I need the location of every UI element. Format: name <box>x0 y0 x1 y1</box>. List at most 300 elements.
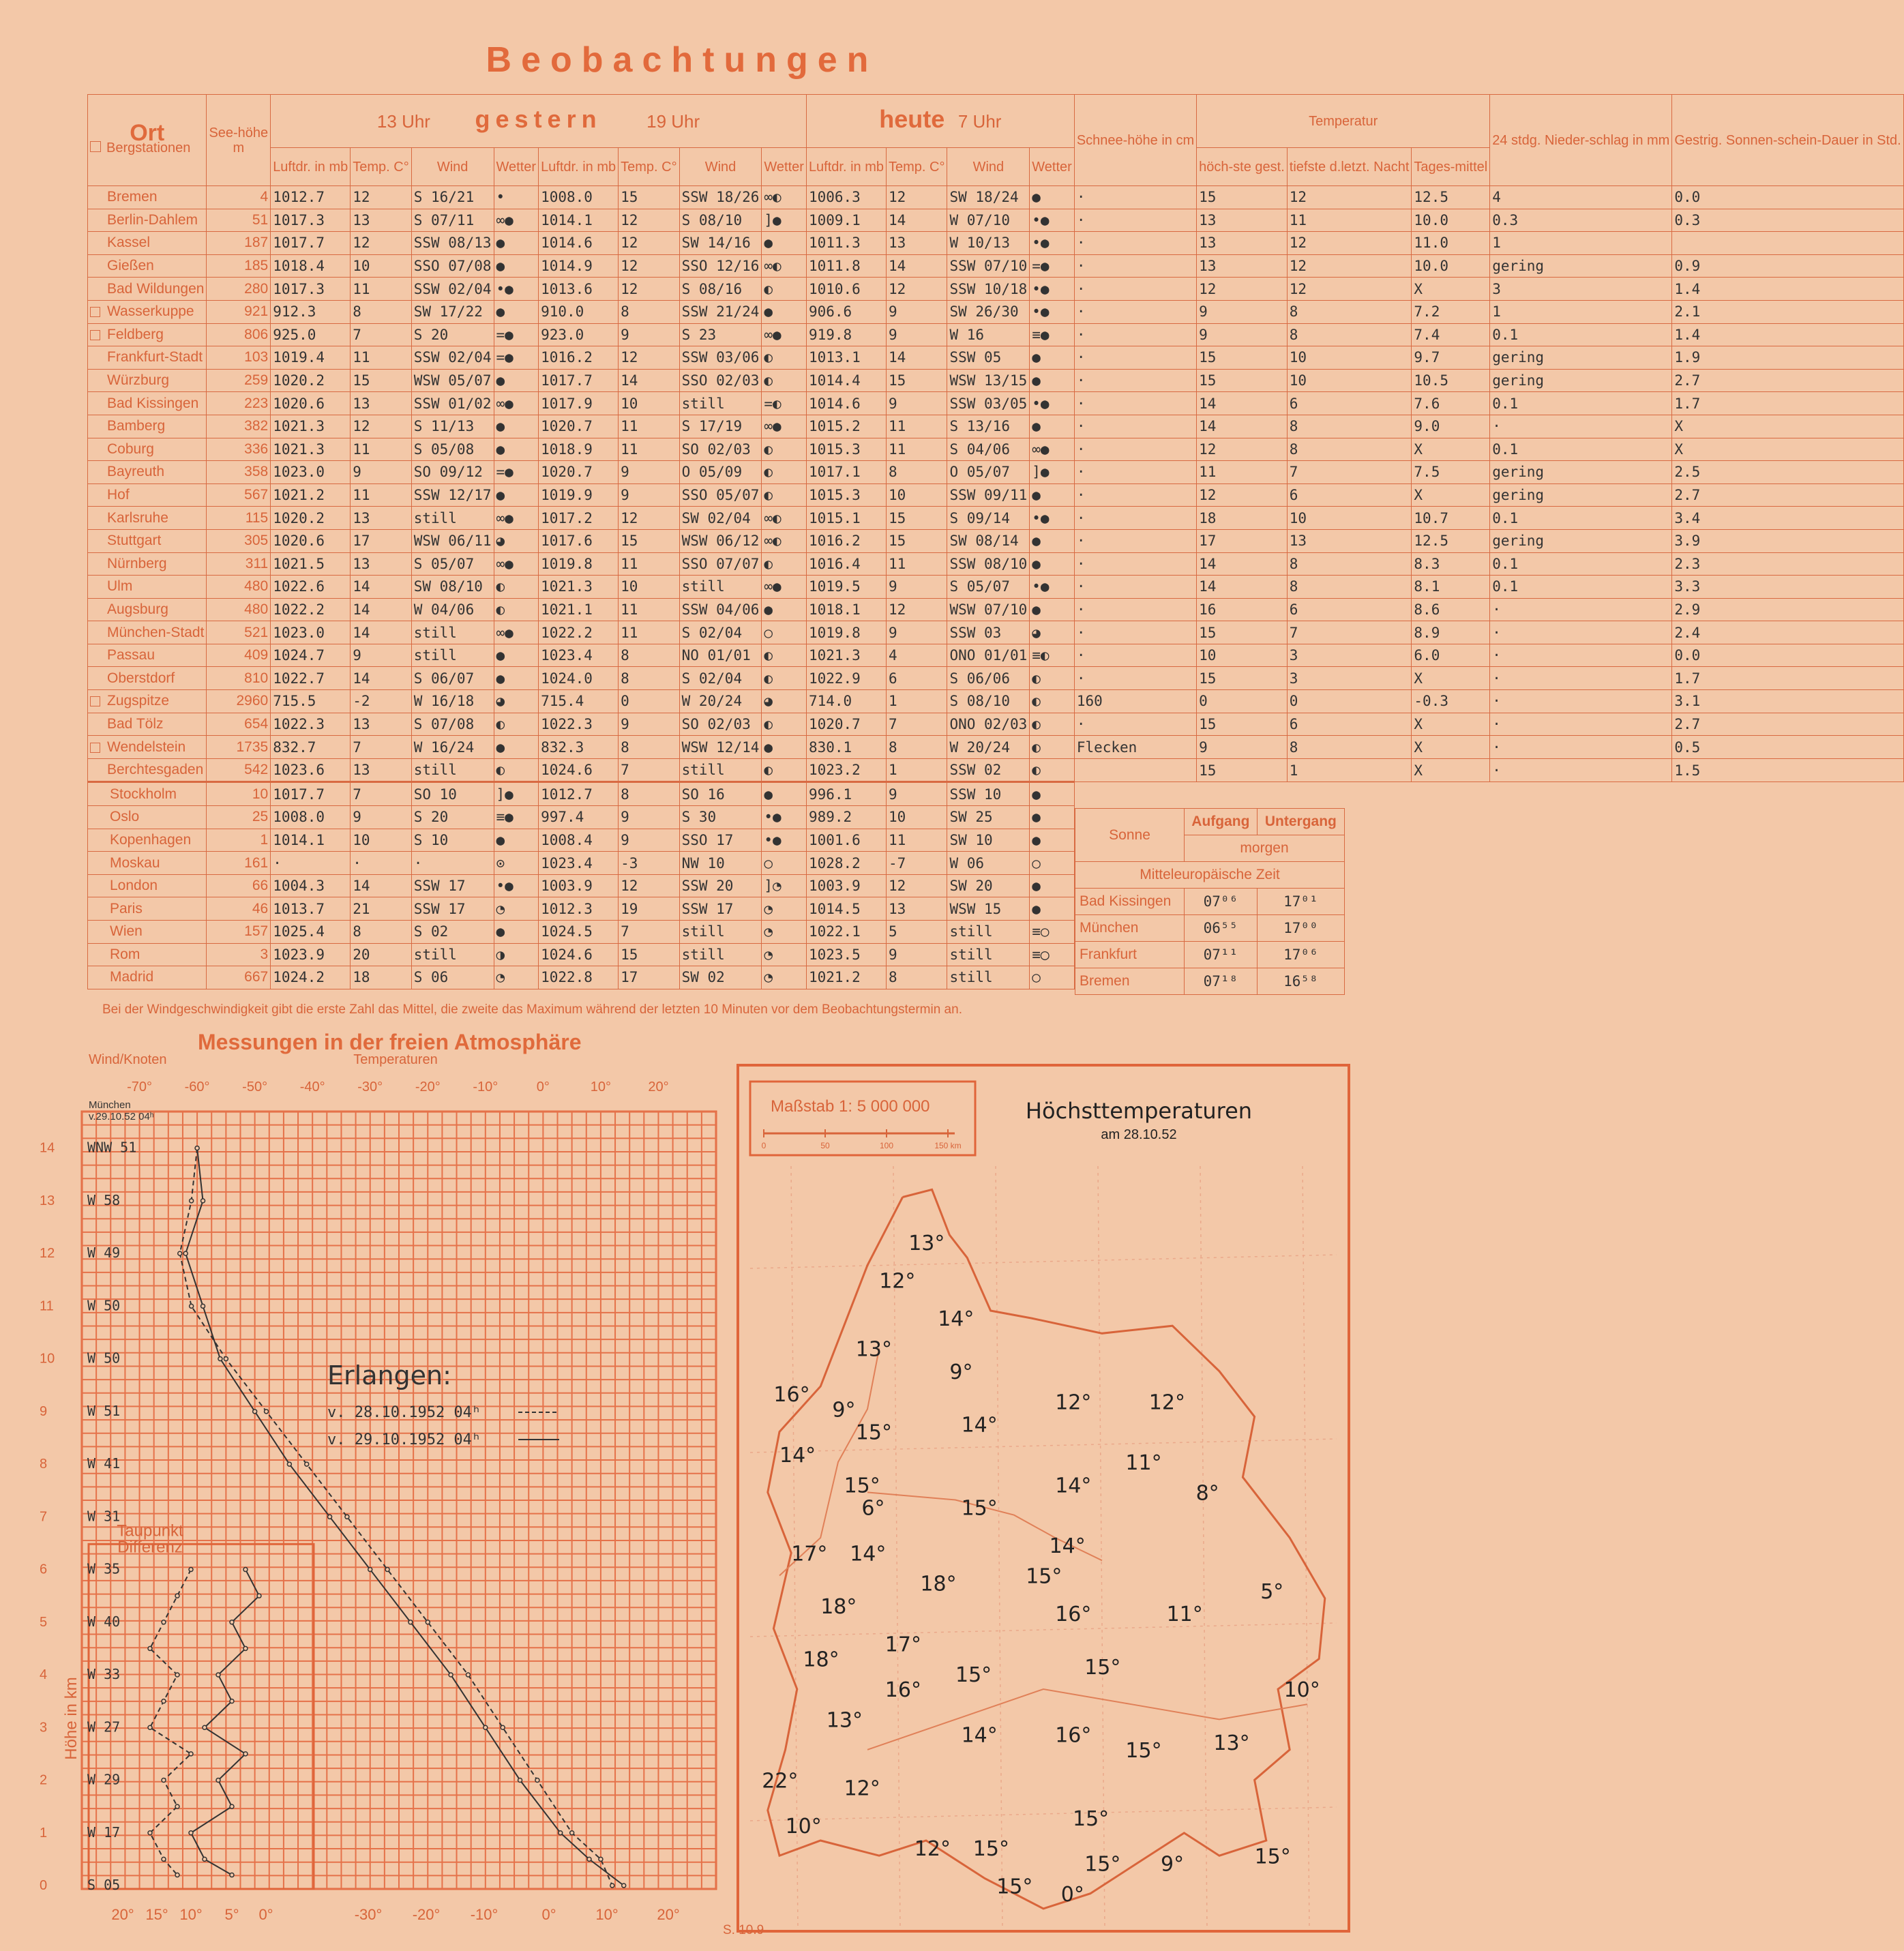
station-row <box>88 415 1904 438</box>
cell-p19: 1023.4 <box>539 644 619 667</box>
dew-profile-dashed-point <box>162 1699 166 1703</box>
height-tick: 14 <box>40 1140 55 1156</box>
cell-x7: ]● <box>1030 461 1075 484</box>
erlangen-title: Erlangen: <box>327 1360 451 1390</box>
cell-w13: S 11/13 <box>411 415 494 438</box>
observations-table <box>87 94 1904 989</box>
cell-p13: 1017.3 <box>271 278 351 301</box>
wind-value: S 05 <box>87 1877 121 1893</box>
cell-t13: 7 <box>351 323 411 346</box>
cell-sun: 2.7 <box>1672 713 1903 736</box>
elevation: 66 <box>207 874 271 897</box>
height-tick: 8 <box>40 1457 48 1472</box>
cell-t13: 15 <box>351 369 411 392</box>
elevation: 921 <box>207 300 271 323</box>
station-name-text: Bad Tölz <box>107 715 164 732</box>
bergstation-marker <box>90 696 100 706</box>
cell-w7: S 09/14 <box>947 507 1030 530</box>
temperature-label: 5° <box>1260 1579 1284 1604</box>
station-name <box>88 690 207 713</box>
subheader-tagesmittel: Tages-mittel <box>1412 148 1490 186</box>
cell-x13: •● <box>494 874 539 897</box>
wind-value: W 41 <box>87 1455 121 1472</box>
sonnenschein-header: Gestrig. Sonnen-schein-Dauer in Std. <box>1672 95 1903 186</box>
cell-p13: 832.7 <box>271 736 351 759</box>
cell-p13: 1021.3 <box>271 415 351 438</box>
cell-w7: SSW 03 <box>947 621 1030 644</box>
cell-mean: 6.0 <box>1412 644 1490 667</box>
cell-x13: ∞● <box>494 507 539 530</box>
station-row <box>88 483 1904 507</box>
cell-t13: 10 <box>351 829 411 852</box>
temperature-label: 14° <box>779 1444 816 1468</box>
station-name <box>88 736 207 759</box>
subheader-wind: Wind <box>947 148 1030 186</box>
cell-t13: 9 <box>351 461 411 484</box>
temperature-label: 12° <box>879 1269 916 1294</box>
cell-t13: 13 <box>351 392 411 415</box>
cell-t19: 0 <box>619 690 679 713</box>
wind-value: W 58 <box>87 1191 121 1208</box>
cell-max: 13 <box>1197 232 1288 255</box>
bergstation-marker <box>90 605 100 615</box>
cell-x19: ∞● <box>762 415 807 438</box>
cell-x13: ● <box>494 736 539 759</box>
temperature-label: 16° <box>1055 1603 1092 1627</box>
cell-max: 14 <box>1197 392 1288 415</box>
station-row <box>88 346 1904 370</box>
profile-29-10-point <box>201 1199 205 1203</box>
station-name-text: Moskau <box>110 854 160 871</box>
cell-x13: ◑ <box>494 943 539 966</box>
cell-t7: 12 <box>887 598 947 621</box>
cell-w7: W 10/13 <box>947 232 1030 255</box>
temperature-label: 15° <box>1254 1845 1291 1869</box>
legend-1: v. 28.10.1952 04ʰ <box>327 1404 481 1421</box>
height-tick: 2 <box>40 1772 48 1788</box>
elevation: 25 <box>207 806 271 829</box>
cell-x7: ◐ <box>1030 736 1075 759</box>
cell-t7: 14 <box>887 209 947 232</box>
cell-p13: · <box>271 852 351 875</box>
cell-t19: 12 <box>619 209 679 232</box>
elevation: 223 <box>207 392 271 415</box>
cell-t7: 11 <box>887 829 947 852</box>
station-row <box>88 644 1904 667</box>
cell-p19: 1017.2 <box>539 507 619 530</box>
cell-w7: ONO 02/03 <box>947 713 1030 736</box>
station-name <box>88 529 207 552</box>
cell-x13: ∞● <box>494 209 539 232</box>
cell-p19: 1014.1 <box>539 209 619 232</box>
cell-t19: 8 <box>619 300 679 323</box>
cell-t7: 13 <box>887 232 947 255</box>
temperature-label: 15° <box>955 1663 992 1687</box>
bergstation-marker <box>90 376 100 386</box>
profile-28-10-point <box>190 1199 194 1203</box>
cell-min: 10 <box>1287 346 1412 370</box>
code-label: S. 10.9 <box>723 1923 764 1937</box>
station-name <box>88 758 207 782</box>
cell-x13: ◐ <box>494 576 539 599</box>
cell-x19: ]● <box>762 209 807 232</box>
cell-x7: ≡◐ <box>1030 644 1075 667</box>
cell-p19: 1022.3 <box>539 713 619 736</box>
sun-set: 16⁵⁸ <box>1257 968 1344 995</box>
cell-sun: 2.9 <box>1672 598 1903 621</box>
cell-t19: 12 <box>619 254 679 278</box>
cell-rain: · <box>1490 621 1672 644</box>
cell-p19: 1017.7 <box>539 369 619 392</box>
station-row <box>88 713 1904 736</box>
cell-t13: 13 <box>351 713 411 736</box>
wind-label: Wind/Knoten <box>89 1052 167 1067</box>
cell-t19: 11 <box>619 598 679 621</box>
cell-p19: 1012.7 <box>539 782 619 806</box>
cell-x13: ]● <box>494 782 539 806</box>
subheader-temp: Temp. C° <box>351 148 411 186</box>
cell-t7: 10 <box>887 483 947 507</box>
temperature-label: 14° <box>961 1413 998 1438</box>
cell-w13: SSW 08/13 <box>411 232 494 255</box>
cell-p13: 1020.6 <box>271 392 351 415</box>
cell-sun: 2.3 <box>1672 552 1903 576</box>
subheader-temp: Temp. C° <box>619 148 679 186</box>
cell-p19: 923.0 <box>539 323 619 346</box>
cell-x19: ◐ <box>762 552 807 576</box>
cell-t19: 14 <box>619 369 679 392</box>
cell-max: 15 <box>1197 621 1288 644</box>
bergstation-marker <box>90 141 101 152</box>
cell-w7: ONO 01/01 <box>947 644 1030 667</box>
station-name-text: Coburg <box>107 441 154 457</box>
cell-p13: 1008.0 <box>271 806 351 829</box>
cell-t19: 9 <box>619 713 679 736</box>
scale-label: Maßstab 1: 5 000 000 <box>771 1097 930 1116</box>
profile-28-10-point <box>305 1462 309 1466</box>
cell-w7: SW 10 <box>947 829 1030 852</box>
station-name-text: Stockholm <box>110 786 177 802</box>
cell-mean: X <box>1412 758 1490 782</box>
cell-w13: S 20 <box>411 806 494 829</box>
temperature-label: 9° <box>949 1360 973 1384</box>
temperature-label: 9° <box>1161 1852 1185 1877</box>
temperature-label: 15° <box>961 1496 998 1521</box>
schnee-header: Schnee-höhe in cm <box>1074 95 1196 186</box>
elevation: 51 <box>207 209 271 232</box>
profile-28-10-point <box>426 1620 430 1624</box>
profile-29-10-point <box>201 1304 205 1308</box>
cell-x7: ○ <box>1030 966 1075 989</box>
top-tick: -40° <box>299 1079 325 1094</box>
cell-min: 6 <box>1287 598 1412 621</box>
cell-p7: 1020.7 <box>806 713 886 736</box>
sun-city: Bad Kissingen <box>1075 889 1185 915</box>
sun-row <box>1075 968 1345 995</box>
cell-p7: 1015.3 <box>806 438 886 461</box>
cell-w13: W 16/18 <box>411 690 494 713</box>
cell-t7: 1 <box>887 690 947 713</box>
cell-sun: 2.4 <box>1672 621 1903 644</box>
elevation: 311 <box>207 552 271 576</box>
cell-t7: 15 <box>887 507 947 530</box>
cell-w19: SSW 20 <box>679 874 762 897</box>
cell-sun: 1.5 <box>1672 758 1903 782</box>
cell-min: 10 <box>1287 369 1412 392</box>
cell-p7: 989.2 <box>806 806 886 829</box>
station-row <box>88 209 1904 232</box>
cell-x19: ◐ <box>762 713 807 736</box>
cell-t13: 20 <box>351 943 411 966</box>
top-tick: -30° <box>357 1079 383 1094</box>
cell-mean: 10.0 <box>1412 254 1490 278</box>
cell-x7: ● <box>1030 897 1075 921</box>
elevation: 1 <box>207 829 271 852</box>
bergstation-marker <box>90 399 100 409</box>
cell-w13: still <box>411 507 494 530</box>
cell-p7: 1015.1 <box>806 507 886 530</box>
bergstation-marker <box>90 651 100 661</box>
cell-mean: X <box>1412 483 1490 507</box>
station-row <box>88 300 1904 323</box>
cell-t7: 8 <box>887 461 947 484</box>
cell-p7: 1011.8 <box>806 254 886 278</box>
cell-w7: SSW 03/05 <box>947 392 1030 415</box>
cell-max: 13 <box>1197 254 1288 278</box>
cell-t19: 12 <box>619 232 679 255</box>
station-row <box>88 552 1904 576</box>
cell-p13: 1012.7 <box>271 186 351 209</box>
cell-x13: ● <box>494 438 539 461</box>
elevation: 46 <box>207 897 271 921</box>
station-name-text: Passau <box>107 647 155 664</box>
cell-w19: S 30 <box>679 806 762 829</box>
cell-w7: SW 08/14 <box>947 529 1030 552</box>
cell-t7: 4 <box>887 644 947 667</box>
station-row <box>88 736 1904 759</box>
cell-p19: 1018.9 <box>539 438 619 461</box>
profile-28-10-point <box>224 1357 228 1361</box>
cell-p13: 1017.7 <box>271 782 351 806</box>
cell-min: 12 <box>1287 186 1412 209</box>
cell-t13: 13 <box>351 758 411 782</box>
cell-w7: S 08/10 <box>947 690 1030 713</box>
bergstation-marker <box>90 284 100 295</box>
bergstation-marker <box>90 490 100 501</box>
cell-t13: 14 <box>351 667 411 690</box>
cell-w19: SSO 17 <box>679 829 762 852</box>
cell-snow: · <box>1074 392 1196 415</box>
cell-t7: 15 <box>887 369 947 392</box>
cell-max: 10 <box>1197 644 1288 667</box>
temperature-label: 11° <box>1166 1603 1203 1627</box>
cell-w7: still <box>947 921 1030 944</box>
bergstation-marker <box>90 582 100 592</box>
cell-sun: 0.5 <box>1672 736 1903 759</box>
cell-w19: SW 14/16 <box>679 232 762 255</box>
cell-x19: ∞● <box>762 576 807 599</box>
dew-profile-dashed-point <box>175 1804 179 1808</box>
cell-x7: ◐ <box>1030 690 1075 713</box>
cell-p7: 714.0 <box>806 690 886 713</box>
profile-29-10-point <box>195 1146 199 1150</box>
station-row <box>88 598 1904 621</box>
station-name-text: Madrid <box>110 969 154 985</box>
elevation: 358 <box>207 461 271 484</box>
station-name-text: Bayreuth <box>107 464 165 480</box>
dew-profile-dashed-point <box>148 1646 152 1650</box>
temperature-label: 14° <box>850 1542 887 1566</box>
cell-sun: 2.7 <box>1672 483 1903 507</box>
cell-rain: 0.1 <box>1490 507 1672 530</box>
cell-rain: · <box>1490 736 1672 759</box>
cell-min: 3 <box>1287 667 1412 690</box>
cell-min: 11 <box>1287 209 1412 232</box>
elevation: 654 <box>207 713 271 736</box>
cell-p13: 1021.2 <box>271 483 351 507</box>
station-name <box>88 552 207 576</box>
cell-t13: 7 <box>351 736 411 759</box>
cell-mean: 9.0 <box>1412 415 1490 438</box>
cell-snow: · <box>1074 576 1196 599</box>
profile-29-10-point <box>287 1462 291 1466</box>
profile-28-10-point <box>345 1515 349 1519</box>
cell-snow: 160 <box>1074 690 1196 713</box>
cell-w13: SSW 02/04 <box>411 278 494 301</box>
cell-t13: 14 <box>351 598 411 621</box>
dew-profile-solid-point <box>216 1778 220 1783</box>
sun-rise: 07¹¹ <box>1185 942 1258 968</box>
cell-min: 7 <box>1287 621 1412 644</box>
elevation: 10 <box>207 782 271 806</box>
station-name <box>88 415 207 438</box>
cell-w13: S 20 <box>411 323 494 346</box>
cell-t19: 15 <box>619 529 679 552</box>
cell-t13: 11 <box>351 346 411 370</box>
cell-w7: SSW 07/10 <box>947 254 1030 278</box>
cell-w19: NO 01/01 <box>679 644 762 667</box>
cell-w7: WSW 15 <box>947 897 1030 921</box>
station-name-text: Bad Wildungen <box>107 280 205 297</box>
cell-w7: S 13/16 <box>947 415 1030 438</box>
cell-mean: 12.5 <box>1412 186 1490 209</box>
cell-min: 0 <box>1287 690 1412 713</box>
temperature-label: 15° <box>1084 1655 1121 1680</box>
cell-w7: S 05/07 <box>947 576 1030 599</box>
station-name-text: Stuttgart <box>107 533 162 549</box>
cell-p19: 1008.4 <box>539 829 619 852</box>
cell-t7: 14 <box>887 346 947 370</box>
cell-w19: S 02/04 <box>679 621 762 644</box>
cell-max: 15 <box>1197 713 1288 736</box>
cell-t13: 17 <box>351 529 411 552</box>
cell-t7: -7 <box>887 852 947 875</box>
cell-w19: still <box>679 921 762 944</box>
dew-profile-dashed-point <box>189 1568 193 1572</box>
cell-x13: ◔ <box>494 966 539 989</box>
top-tick: 20° <box>648 1079 669 1094</box>
cell-t13: 13 <box>351 209 411 232</box>
cell-p19: 1021.3 <box>539 576 619 599</box>
cell-x13: ● <box>494 300 539 323</box>
cell-max: 9 <box>1197 736 1288 759</box>
height-tick: 4 <box>40 1667 48 1683</box>
cell-min: 7 <box>1287 461 1412 484</box>
cell-p7: 1022.1 <box>806 921 886 944</box>
map-title: Höchsttemperaturen <box>1025 1098 1253 1124</box>
dew-profile-dashed-point <box>189 1752 193 1756</box>
cell-p13: 1024.2 <box>271 966 351 989</box>
cell-p13: 1013.7 <box>271 897 351 921</box>
cell-t13: 14 <box>351 621 411 644</box>
station-name-text: München-Stadt <box>107 624 205 640</box>
cell-t19: 11 <box>619 552 679 576</box>
cell-w13: SSW 17 <box>411 897 494 921</box>
cell-p19: 1020.7 <box>539 415 619 438</box>
cell-max: 9 <box>1197 300 1288 323</box>
cell-p19: 1008.0 <box>539 186 619 209</box>
cell-mean: X <box>1412 736 1490 759</box>
cell-rain: · <box>1490 667 1672 690</box>
top-tick: 10° <box>590 1079 612 1094</box>
cell-mean: 10.0 <box>1412 209 1490 232</box>
height-tick: 6 <box>40 1562 48 1577</box>
cell-t13: 13 <box>351 507 411 530</box>
station-name <box>88 966 207 989</box>
ort-header: Ort Bergstationen <box>88 95 207 186</box>
dew-profile-dashed-point <box>148 1831 152 1835</box>
cell-p19: 1022.8 <box>539 966 619 989</box>
cell-t13: 11 <box>351 483 411 507</box>
height-axis-label: Höhe in km <box>62 1677 80 1760</box>
dew-profile-solid-point <box>230 1804 234 1808</box>
cell-w7: S 06/06 <box>947 667 1030 690</box>
cell-x13: ● <box>494 369 539 392</box>
sun-label: Sonne <box>1075 809 1185 862</box>
cell-x19: •● <box>762 829 807 852</box>
cell-snow: · <box>1074 621 1196 644</box>
temperature-label: 0° <box>1060 1882 1084 1907</box>
cell-t13: 8 <box>351 921 411 944</box>
profile-29-10-point <box>622 1883 626 1888</box>
wind-value: W 33 <box>87 1666 121 1683</box>
dew-profile-solid-point <box>189 1831 193 1835</box>
temperature-label: 14° <box>961 1723 998 1748</box>
cell-t7: 13 <box>887 897 947 921</box>
niederschlag-header: 24 stdg. Nieder-schlag in mm <box>1490 95 1672 186</box>
cell-mean: 8.9 <box>1412 621 1490 644</box>
map-subtitle: am 28.10.52 <box>1101 1127 1177 1142</box>
cell-x19: ◐ <box>762 438 807 461</box>
dew-profile-solid-point <box>243 1646 248 1650</box>
cell-snow: · <box>1074 713 1196 736</box>
cell-x19: ○ <box>762 621 807 644</box>
profile-29-10-point <box>328 1515 332 1519</box>
cell-t19: 17 <box>619 966 679 989</box>
temperature-label: 12° <box>914 1837 951 1862</box>
cell-p13: 1022.7 <box>271 667 351 690</box>
temperature-label: 14° <box>1049 1534 1086 1559</box>
top-tick: -70° <box>127 1079 152 1094</box>
height-tick: 3 <box>40 1720 48 1736</box>
cell-t7: 11 <box>887 438 947 461</box>
dew-profile-solid-point <box>230 1620 234 1624</box>
cell-sun: 1.4 <box>1672 278 1903 301</box>
cell-min: 8 <box>1287 300 1412 323</box>
bergstation-marker <box>90 238 100 248</box>
cell-p13: 1014.1 <box>271 829 351 852</box>
cell-min: 8 <box>1287 576 1412 599</box>
